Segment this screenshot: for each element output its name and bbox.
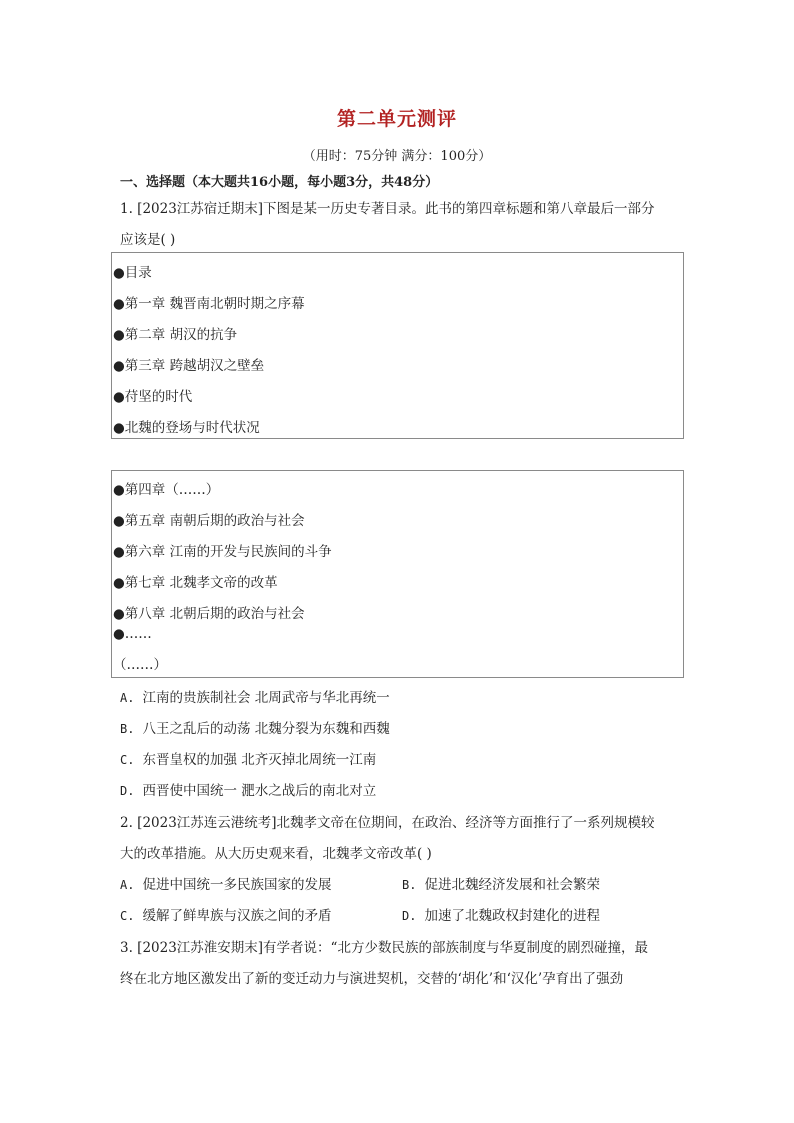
question-1-stem-line-2: 应该是( ) <box>120 232 176 248</box>
list-item: ●目录 <box>113 265 152 281</box>
table-of-contents-box-2 <box>111 470 684 678</box>
list-item: ●苻坚的时代 <box>113 389 193 405</box>
option-a[interactable] <box>120 686 390 706</box>
option-b[interactable] <box>120 717 390 737</box>
option-text: 八王之乱后的动荡 北魏分裂为东魏和西魏 <box>142 721 390 737</box>
list-item: ●第六章 江南的开发与民族间的斗争 <box>113 544 332 560</box>
option-d[interactable] <box>402 904 600 924</box>
list-item: ●第八章 北朝后期的政治与社会 <box>113 606 305 622</box>
option-text: 促进中国统一多民族国家的发展 <box>142 877 332 893</box>
list-item: ●第五章 南朝后期的政治与社会 <box>113 513 305 529</box>
page-title: 第二单元测评 <box>336 108 457 130</box>
option-c[interactable] <box>120 748 376 768</box>
table-of-contents-box-1 <box>111 252 684 439</box>
option-letter: D. <box>120 784 135 798</box>
option-text: 缓解了鲜卑族与汉族之间的矛盾 <box>142 908 332 924</box>
option-text: 江南的贵族制社会 北周武帝与华北再统一 <box>142 690 390 706</box>
option-letter: C. <box>120 909 135 923</box>
list-item: （……） <box>113 657 167 673</box>
question-2-stem-line-1: 2. [2023江苏连云港统考]北魏孝文帝在位期间，在政治、经济等方面推行了一系列规模较 <box>120 815 655 831</box>
option-letter: B. <box>402 878 417 892</box>
option-text: 促进北魏经济发展和社会繁荣 <box>424 877 600 893</box>
option-d[interactable] <box>120 779 376 799</box>
option-text: 东晋皇权的加强 北齐灭掉北周统一江南 <box>142 752 377 768</box>
question-2-stem-line-2: 大的改革措施。从大历史观来看，北魏孝文帝改革( ) <box>120 846 432 862</box>
option-text: 西晋使中国统一 淝水之战后的南北对立 <box>142 783 377 799</box>
question-1-stem-line-1: 1. [2023江苏宿迁期末]下图是某一历史专著目录。此书的第四章标题和第八章最后一部分 <box>120 201 655 217</box>
section-heading: 一、选择题（本大题共16小题，每小题3分，共48分） <box>120 175 439 190</box>
list-item: ●北魏的登场与时代状况 <box>113 420 260 436</box>
option-letter: A. <box>120 691 135 705</box>
question-3-stem-line-2: 终在北方地区激发出了新的变迁动力与演进契机，交替的‘胡化’和‘汉化’孕育出了强劲 <box>120 971 624 987</box>
list-item: ●第七章 北魏孝文帝的改革 <box>113 575 278 591</box>
option-letter: B. <box>120 722 135 736</box>
list-item: ●第一章 魏晋南北朝时期之序幕 <box>113 296 305 312</box>
option-letter: A. <box>120 878 135 892</box>
option-c[interactable] <box>120 904 331 924</box>
list-item: ●…… <box>113 626 152 642</box>
option-letter: D. <box>402 909 417 923</box>
list-item: ●第三章 跨越胡汉之壁垒 <box>113 358 265 374</box>
exam-info: （用时：75分钟 满分：100分） <box>302 149 492 164</box>
list-item: ●第四章（……） <box>113 482 220 498</box>
option-b[interactable] <box>402 873 600 893</box>
option-a[interactable] <box>120 873 331 893</box>
option-text: 加速了北魏政权封建化的进程 <box>424 908 600 924</box>
list-item: ●第二章 胡汉的抗争 <box>113 327 238 343</box>
option-letter: C. <box>120 753 135 767</box>
question-3-stem-line-1: 3. [2023江苏淮安期末]有学者说：“北方少数民族的部族制度与华夏制度的剧烈碰撞，最 <box>120 940 648 956</box>
